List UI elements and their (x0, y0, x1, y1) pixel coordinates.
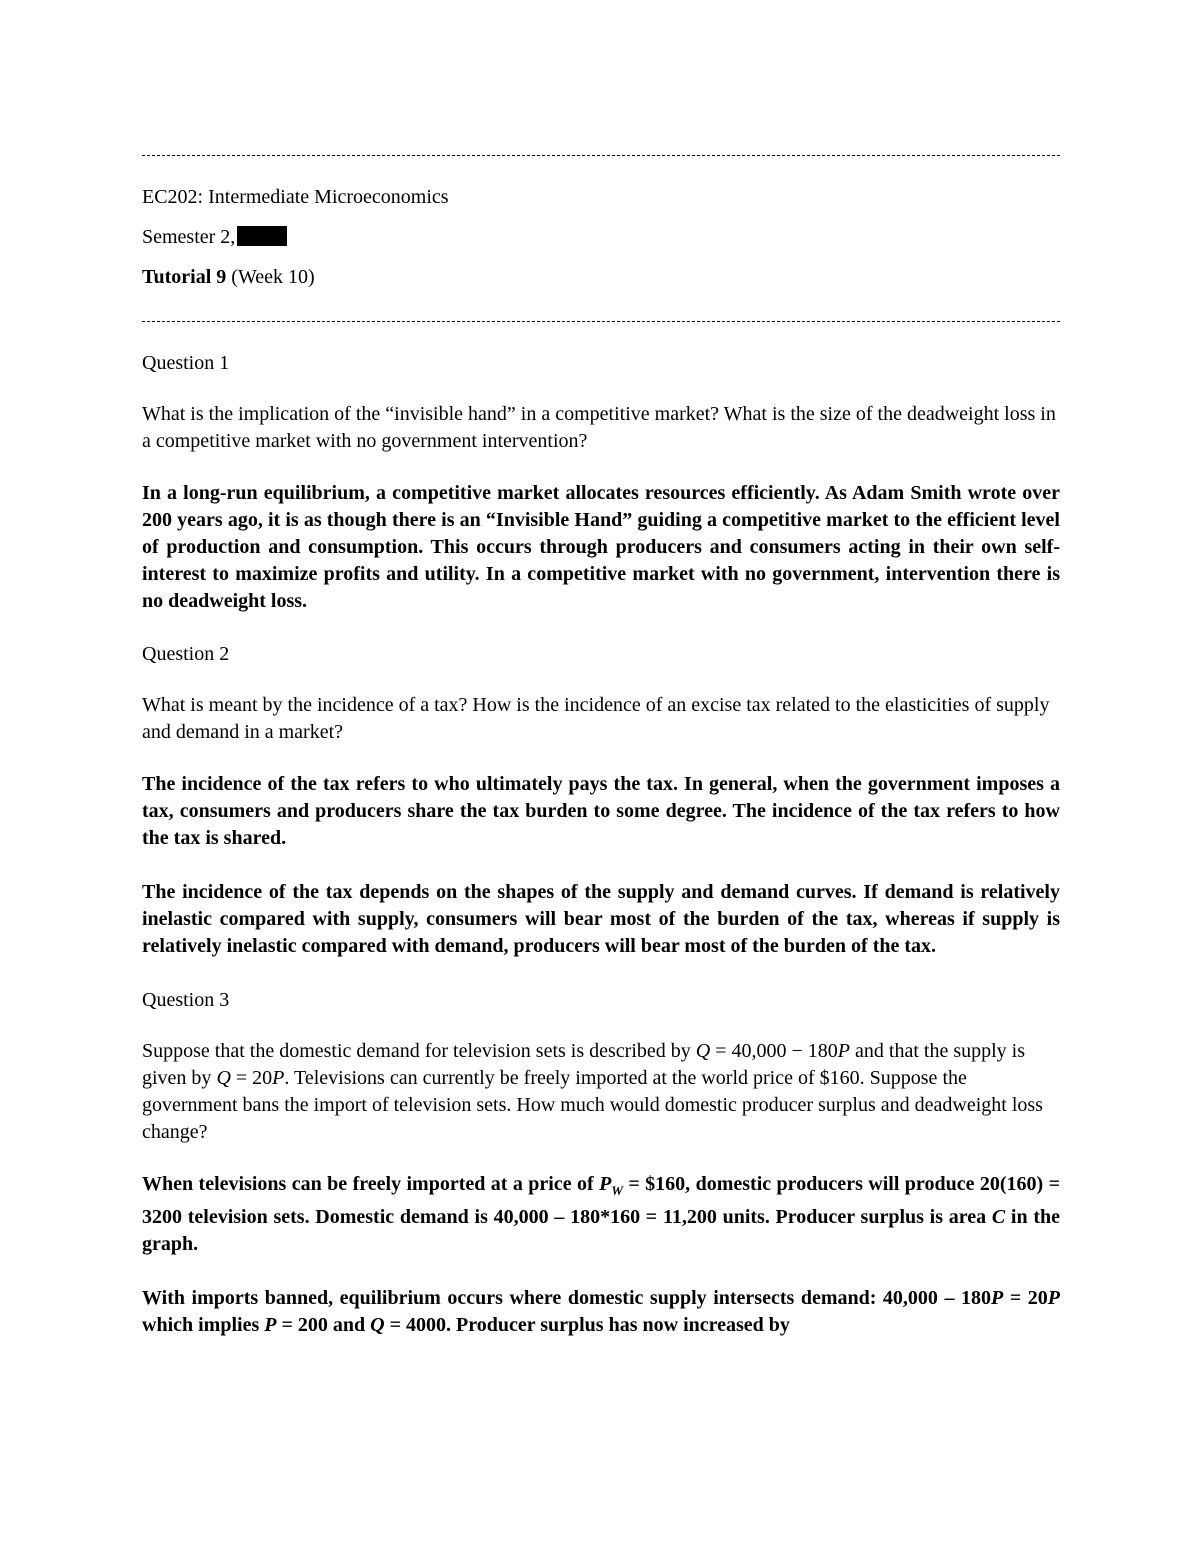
var-p: P (837, 1040, 851, 1062)
dashed-divider-bottom (142, 306, 1060, 328)
semester-line (142, 224, 1060, 250)
question-2-answer-2: The incidence of the tax depends on the shapes of the supply and demand curves. If demand is relatively inelastic compared with supply, consumers will bear most of the burden of the tax, whereas if supply is relatively inelastic compared with demand, producers will bear most of the burden of the tax. (142, 881, 1060, 957)
var-p: P (599, 1173, 612, 1195)
question-1-answer: In a long-run equilibrium, a competitive market allocates resources efficiently. As Adam Smith wrote over 200 years ago, it is as though there is an “Invisible Hand” guiding a competitive market to the efficient level of production and consumption. This occurs through producers and consumers acting in their own self-interest to maximize profits and utility. In a competitive market with no government, intervention there is no deadweight loss. (142, 482, 1060, 612)
answer-text: = $160, domestic producers will produce 20(160) = 3200 television sets. Domestic demand is 40,000 – 180*160 = 11,200 units. Producer surplus is area (142, 1173, 1061, 1228)
tutorial-label: Tutorial 9 (142, 266, 227, 288)
redaction-box (237, 226, 287, 246)
question-3-answer-2 (142, 1285, 1060, 1339)
question-2-heading: Question 2 (142, 643, 230, 665)
var-q: Q (695, 1040, 711, 1062)
answer-text: With imports banned, equilibrium occurs where domestic supply intersects demand: 40,000 – 180 (142, 1287, 992, 1309)
question-1-prompt: What is the implication of the “invisible hand” in a competitive market? What is the size of the deadweight loss in a competitive market with no government intervention? (142, 403, 1056, 452)
tutorial-line (142, 264, 1060, 290)
prompt-text: and that the supply is given by (142, 1040, 1025, 1089)
answer-text: = 200 and (276, 1314, 371, 1336)
semester-label: Semester 2, (142, 226, 236, 248)
course-title: EC202: Intermediate Microeconomics (142, 186, 449, 208)
question-2-prompt: What is meant by the incidence of a tax? How is the incidence of an excise tax related to the elasticities of supply and demand in a market? (142, 694, 1050, 743)
var-q: Q (370, 1314, 385, 1336)
question-3-heading: Question 3 (142, 989, 230, 1011)
question-2-answer-1: The incidence of the tax refers to who ultimately pays the tax. In general, when the government imposes a tax, consumers and producers share the tax burden to some degree. The incidence of the tax refers to how the tax is shared. (142, 773, 1060, 849)
var-p: P (264, 1314, 277, 1336)
answer-text: When televisions can be freely imported at a price of (142, 1173, 600, 1195)
subscript-w: W (611, 1183, 623, 1198)
question-1-heading: Question 1 (142, 352, 230, 374)
var-p: P (991, 1287, 1004, 1309)
document-page (142, 140, 1060, 1339)
question-3-answer-1 (142, 1171, 1060, 1258)
dashed-divider-top (142, 140, 1060, 162)
prompt-text: . Televisions can currently be freely imported at the world price of $160. Suppose the government bans the import of television sets. How much would domestic producer surplus and deadweight loss change? (142, 1067, 1043, 1143)
answer-text: in the graph. (142, 1206, 1060, 1255)
prompt-text: = 40,000 − 180 (710, 1040, 838, 1062)
var-p: P (272, 1067, 285, 1089)
answer-text: which implies (142, 1314, 265, 1336)
prompt-text: Suppose that the domestic demand for television sets is described by (142, 1040, 696, 1062)
var-q: Q (216, 1067, 231, 1089)
question-3-prompt (142, 1038, 1060, 1146)
prompt-text: = 20 (230, 1067, 273, 1089)
area-label: C (991, 1206, 1006, 1228)
var-p: P (1047, 1287, 1060, 1309)
answer-text: = 20 (1003, 1287, 1048, 1309)
tutorial-week: (Week 10) (226, 266, 315, 288)
answer-text: = 4000. Producer surplus has now increased by (384, 1314, 790, 1336)
